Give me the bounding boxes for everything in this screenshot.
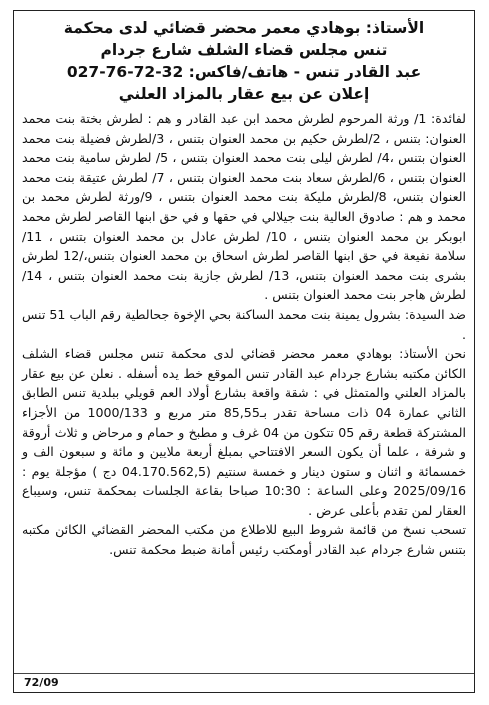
- notice-header: [14, 11, 474, 105]
- footer-divider: [14, 673, 474, 674]
- bailiff-name-line: الأستاذ: بوهادي معمر محضر قضائي لدى محكمة: [63, 19, 425, 37]
- notice-code: 72/09: [24, 676, 59, 689]
- notice-body: [14, 105, 474, 560]
- legal-notice: [13, 10, 475, 693]
- notice-title: إعلان عن بيع عقار بالمزاد العلني: [118, 85, 370, 103]
- conditions-paragraph: تسحب نسخ من قائمة شروط البيع للاطلاع من مكتب المحضر القضائي الكائن مكتبه بتنس شارع جردام عبد القادر أومكتب رئيس أمانة ضبط محكمة تنس.: [22, 522, 466, 558]
- beneficiaries-paragraph: لفائدة: 1/ ورثة المرحوم لطرش محمد ابن عبد القادر و هم : لطرش بختة بنت محمد العنوان: بتنس ، 2/لطرش حكيم بن محمد العنوان بتنس ، 3/لطرش فضيلة بنت محمد العنوان بتنس ،4/ لطرش ليلى بنت محمد العنوان بتنس ، 5/ لطرش سامية بنت محمد العنوان بتنس ، 6/لطرش سعاد بنت محمد العنوان بتنس ، 7/ لطرش عتيقة بنت محمد العنوان بتنس، 8/لطرش مليكة بنت محمد العنوان بتنس ، 9/ورثة لطرش محمد بن محمد و هم : صادوق العالية بنت جيلالي في حقها و في حق ابنها القاصر لطرش محمد ابوبكر بن محمد العنوان بتنس ، 10/ لطرش عادل بن محمد العنوان بتنس ، 11/ سلامة نفيعة في حق ابنها القاصر لطرش اسحاق بن محمد العنوان بتنس،/12 لطرش بشرى بنت محمد العنوان بتنس، 13/ لطرش جازية بنت محمد العنوان بتنس ، 14/ لطرش هاجر بنت محمد العنوان بتنس .: [22, 111, 467, 303]
- contact-line: عبد القادر تنس - هاتف/فاكس: 32-72-76-027: [66, 63, 422, 81]
- court-line: تنس مجلس قضاء الشلف شارع جردام: [100, 41, 388, 59]
- sale-details-paragraph: نحن الأستاذ: بوهادي معمر محضر قضائي لدى محكمة تنس مجلس قضاء الشلف الكائن مكتبه بشارع جردام عبد القادر تنس الموقع خط يده أسفله . نعلن عن بيع عقار بالمزاد العلني والمتمثل في : شقة واقعة بشارع أولاد العم قويلي ببلدية تنس الطابق الثاني عمارة 04 ذات مساحة تقدر بـ85,55 متر مربع و 1000/133 من الأجزاء المشتركة قطعة رقم 05 تتكون من 04 غرف و مطبخ و حمام و مرحاض و ثلاث أروقة و شرفة ، علما أن يكون السعر الافتتاحي بمبلغ أربعة ملايين و مائة و سبعون الف و خمسمائة و اثنان و ستون دينار و خمسة سنتيم (04.170.562,5 دج ) مؤجلة يوم : 2025/09/16 وعلى الساعة : 10:30 صباحا بقاعة الجلسات بمحكمة تنس، وسيباع العقار لمن تقدم بأعلى عرض .: [22, 346, 467, 518]
- against-paragraph: ضد السيدة: بشرول يمينة بنت محمد الساكنة بحي الإخوة جحالطية رقم الباب 51 تنس .: [22, 306, 466, 342]
